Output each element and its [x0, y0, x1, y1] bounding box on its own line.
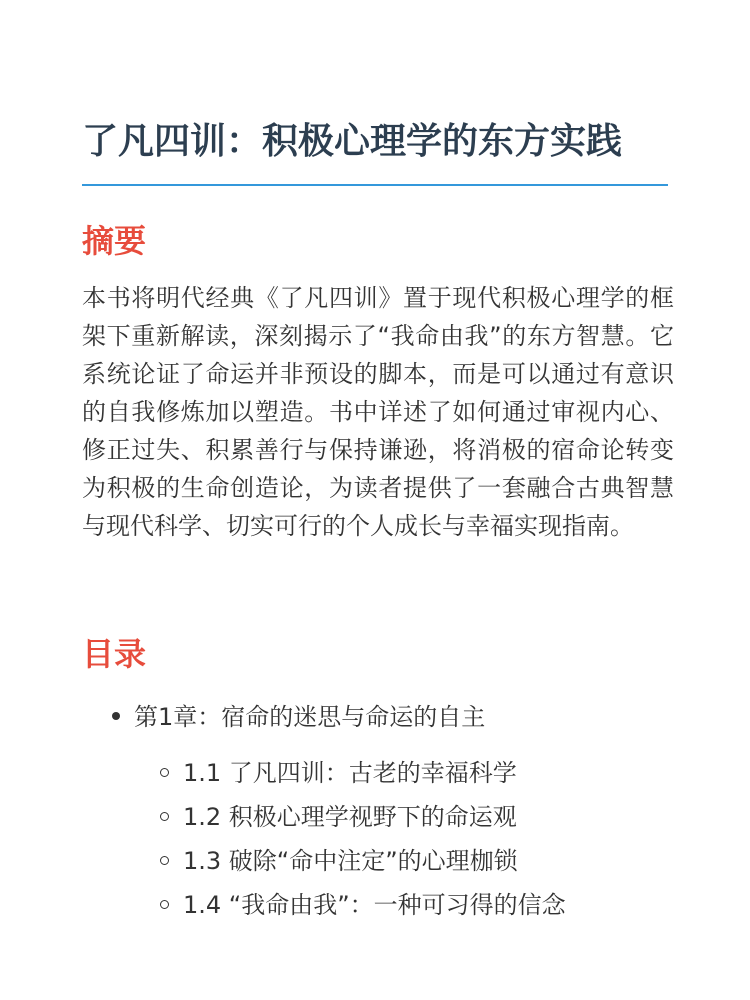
toc-section-item[interactable]	[160, 799, 517, 835]
toc-section-item[interactable]	[160, 887, 566, 923]
abstract-heading: 摘要	[82, 222, 147, 260]
abstract-text: 本书将明代经典《了凡四训》置于现代积极心理学的框架下重新解读，深刻揭示了“我命由我”的东方智慧。它系统论证了命运并非预设的脚本，而是可以通过有意识的自我修炼加以塑造。书中详述了如何通过审视内心、修正过失、积累善行与保持谦逊，将消极的宿命论转变为积极的生命创造论，为读者提供了一套融合古典智慧与现代科学、切实可行的个人成长与幸福实现指南。	[82, 284, 674, 540]
circle-bullet-icon	[160, 768, 169, 777]
toc-section-label: 1.2 积极心理学视野下的命运观	[183, 803, 517, 831]
toc-heading: 目录	[82, 635, 147, 673]
toc-section-item[interactable]	[160, 843, 518, 879]
book-title: 了凡四训：积极心理学的东方实践	[82, 121, 623, 162]
circle-bullet-icon	[160, 900, 169, 909]
circle-bullet-icon	[160, 812, 169, 821]
circle-bullet-icon	[160, 856, 169, 865]
bullet-icon	[112, 712, 120, 720]
toc-section-label: 1.3 破除“命中注定”的心理枷锁	[183, 847, 518, 875]
toc-section-label: 1.4 “我命由我”：一种可习得的信念	[183, 891, 566, 919]
toc-chapter-item[interactable]	[112, 699, 485, 735]
toc-section-label: 1.1 了凡四训：古老的幸福科学	[183, 759, 517, 787]
title-divider	[82, 184, 668, 186]
toc-section-item[interactable]	[160, 755, 517, 791]
toc-chapter-label: 第1章：宿命的迷思与命运的自主	[134, 703, 486, 731]
